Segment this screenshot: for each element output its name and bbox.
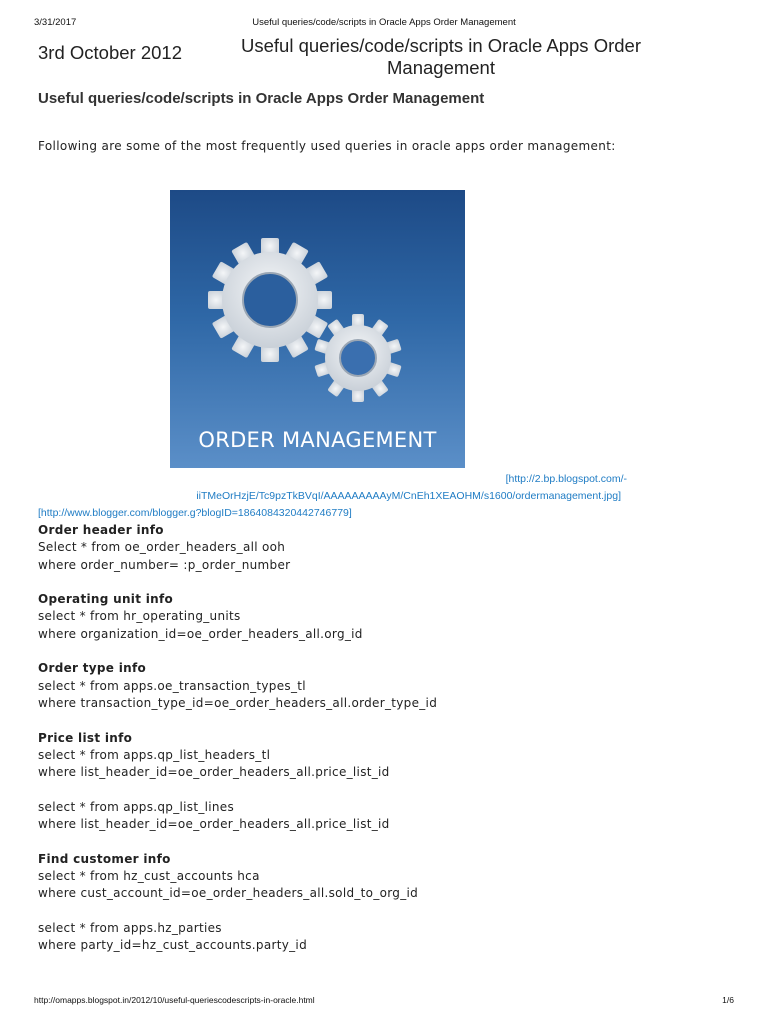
- sql-line: select * from hr_operating_units: [38, 609, 241, 624]
- page-number: 1/6: [722, 995, 734, 1005]
- print-footer: [34, 995, 734, 1007]
- query-section: [38, 730, 738, 782]
- section-heading: Find customer info: [38, 851, 171, 866]
- small-gear-icon: [314, 314, 401, 402]
- sql-line: select * from apps.qp_list_lines: [38, 799, 235, 814]
- order-management-image[interactable]: [170, 190, 465, 468]
- sql-line: select * from apps.qp_list_headers_tl: [38, 747, 271, 762]
- image-source-link-continued[interactable]: iiTMeOrHzjE/Tc9pzTkBVqI/AAAAAAAAAyM/CnEh1XEAOHM/s1600/ordermanagement.jpg]: [196, 490, 621, 502]
- print-document-title: Useful queries/code/scripts in Oracle Apps Order Management: [252, 17, 516, 28]
- sql-line: where list_header_id=oe_order_headers_all.price_list_id: [38, 765, 390, 780]
- sql-line: select * from hz_cust_accounts hca: [38, 868, 260, 883]
- query-section: [38, 660, 738, 712]
- blogger-link[interactable]: [http://www.blogger.com/blogger.g?blogID=1864084320442746779]: [38, 507, 352, 519]
- sql-line: where organization_id=oe_order_headers_all.org_id: [38, 626, 363, 641]
- page-url: http://omapps.blogspot.in/2012/10/useful-queriescodescripts-in-oracle.html: [34, 995, 315, 1005]
- section-heading: Price list info: [38, 730, 133, 745]
- sql-line: where order_number= :p_order_number: [38, 557, 291, 572]
- section-heading: Order header info: [38, 523, 164, 537]
- sql-line: select * from apps.oe_transaction_types_tl: [38, 678, 306, 693]
- sql-line: Select * from oe_order_headers_all ooh: [38, 540, 286, 555]
- print-header: [34, 17, 734, 29]
- query-section: [38, 799, 738, 834]
- gears-icon: [170, 190, 465, 468]
- post-date: 3rd October 2012: [38, 42, 182, 63]
- post-title[interactable]: Useful queries/code/scripts in Oracle Apps Order Management: [241, 35, 641, 78]
- sql-line: where party_id=hz_cust_accounts.party_id: [38, 938, 307, 953]
- section-heading: Operating unit info: [38, 592, 174, 607]
- query-list: [38, 522, 738, 972]
- query-section: [38, 591, 738, 643]
- print-date: 3/31/2017: [34, 17, 77, 28]
- section-heading: Order type info: [38, 661, 147, 676]
- sql-line: where cust_account_id=oe_order_headers_all.sold_to_org_id: [38, 886, 419, 901]
- post-heading: Useful queries/code/scripts in Oracle Apps Order Management: [38, 90, 485, 107]
- sql-line: select * from apps.hz_parties: [38, 920, 222, 935]
- sql-line: where list_header_id=oe_order_headers_all.price_list_id: [38, 817, 390, 832]
- intro-text: Following are some of the most frequently used queries in oracle apps order management:: [38, 139, 616, 153]
- image-caption: ORDER MANAGEMENT: [198, 428, 437, 452]
- sql-line: where transaction_type_id=oe_order_headers_all.order_type_id: [38, 695, 438, 710]
- query-section: [38, 920, 738, 955]
- image-source-link[interactable]: [http://2.bp.blogspot.com/-: [505, 473, 627, 485]
- query-section: [38, 851, 738, 903]
- large-gear-icon: [208, 238, 332, 362]
- query-section: [38, 522, 738, 574]
